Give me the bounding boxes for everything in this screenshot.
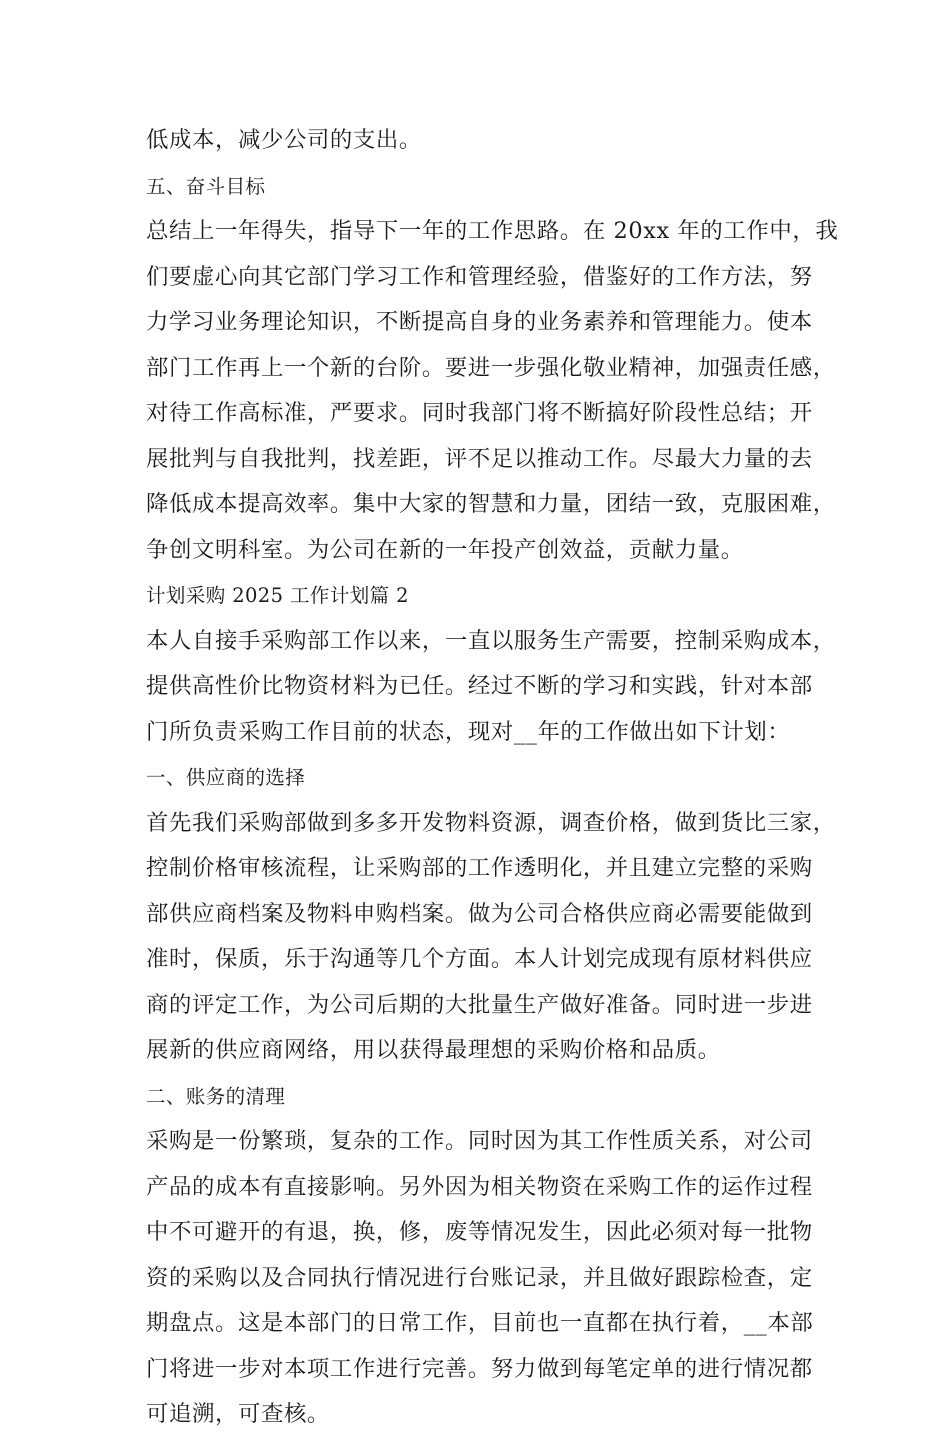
text-line: 部门工作再上一个新的台阶。要进一步强化敬业精神，加强责任感， bbox=[146, 354, 836, 381]
document-body bbox=[146, 118, 839, 1438]
text-line: 低成本，减少公司的支出。 bbox=[146, 127, 422, 153]
text-line: 部供应商档案及物料申购档案。做为公司合格供应商必需要能做到 bbox=[146, 900, 813, 927]
text-line: 总结上一年得失，指导下一年的工作思路。在 20xx 年的工作中，我 bbox=[146, 218, 839, 244]
text-line: 首先我们采购部做到多多开发物料资源，调查价格，做到货比三家， bbox=[146, 809, 836, 836]
text-line: 降低成本提高效率。集中大家的智慧和力量，团结一致，克服困难， bbox=[146, 491, 836, 517]
text-line: 展批判与自我批判，找差距，评不足以推动工作。尽最大力量的去 bbox=[146, 445, 813, 472]
text-line: 力学习业务理论知识，不断提高自身的业务素养和管理能力。使本 bbox=[146, 309, 813, 335]
text-line: 准时，保质，乐于沟通等几个方面。本人计划完成现有原材料供应 bbox=[146, 946, 813, 972]
section-heading: 计划采购 2025 工作计划篇 2 bbox=[146, 584, 409, 607]
text-line: 们要虚心向其它部门学习工作和管理经验，借鉴好的工作方法，努 bbox=[146, 263, 813, 290]
text-line: 中不可避开的有退，换，修，废等情况发生，因此必须对每一批物 bbox=[146, 1219, 813, 1245]
text-line: 可追溯，可查核。 bbox=[146, 1401, 330, 1427]
text-line: 争创文明科室。为公司在新的一年投产创效益，贡献力量。 bbox=[146, 536, 744, 563]
text-line: 采购是一份繁琐，复杂的工作。同时因为其工作性质关系，对公司 bbox=[146, 1128, 813, 1154]
section-heading: 二、账务的清理 bbox=[146, 1084, 286, 1108]
text-line: 提供高性价比物资材料为已任。经过不断的学习和实践，针对本部 bbox=[146, 673, 813, 699]
text-line: 本人自接手采购部工作以来，一直以服务生产需要，控制采购成本， bbox=[146, 627, 836, 654]
text-line: 门将进一步对本项工作进行完善。努力做到每笔定单的进行情况都 bbox=[146, 1355, 813, 1382]
section-heading: 一、供应商的选择 bbox=[146, 766, 306, 789]
text-line: 资的采购以及合同执行情况进行台账记录，并且做好跟踪检查，定 bbox=[146, 1264, 813, 1291]
text-line: 展新的供应商网络，用以获得最理想的采购价格和品质。 bbox=[146, 1037, 721, 1063]
text-line: 期盘点。这是本部门的日常工作，目前也一直都在执行着，__本部 bbox=[146, 1310, 814, 1336]
text-line: 产品的成本有直接影响。另外因为相关物资在采购工作的运作过程 bbox=[146, 1173, 813, 1200]
section-heading: 五、奋斗目标 bbox=[146, 174, 266, 198]
text-line: 商的评定工作，为公司后期的大批量生产做好准备。同时进一步进 bbox=[146, 991, 813, 1018]
text-line: 门所负责采购工作目前的状态，现对__年的工作做出如下计划： bbox=[146, 718, 791, 745]
text-line: 控制价格审核流程，让采购部的工作透明化，并且建立完整的采购 bbox=[146, 855, 813, 881]
text-line: 对待工作高标准，严要求。同时我部门将不断搞好阶段性总结；开 bbox=[146, 400, 813, 426]
